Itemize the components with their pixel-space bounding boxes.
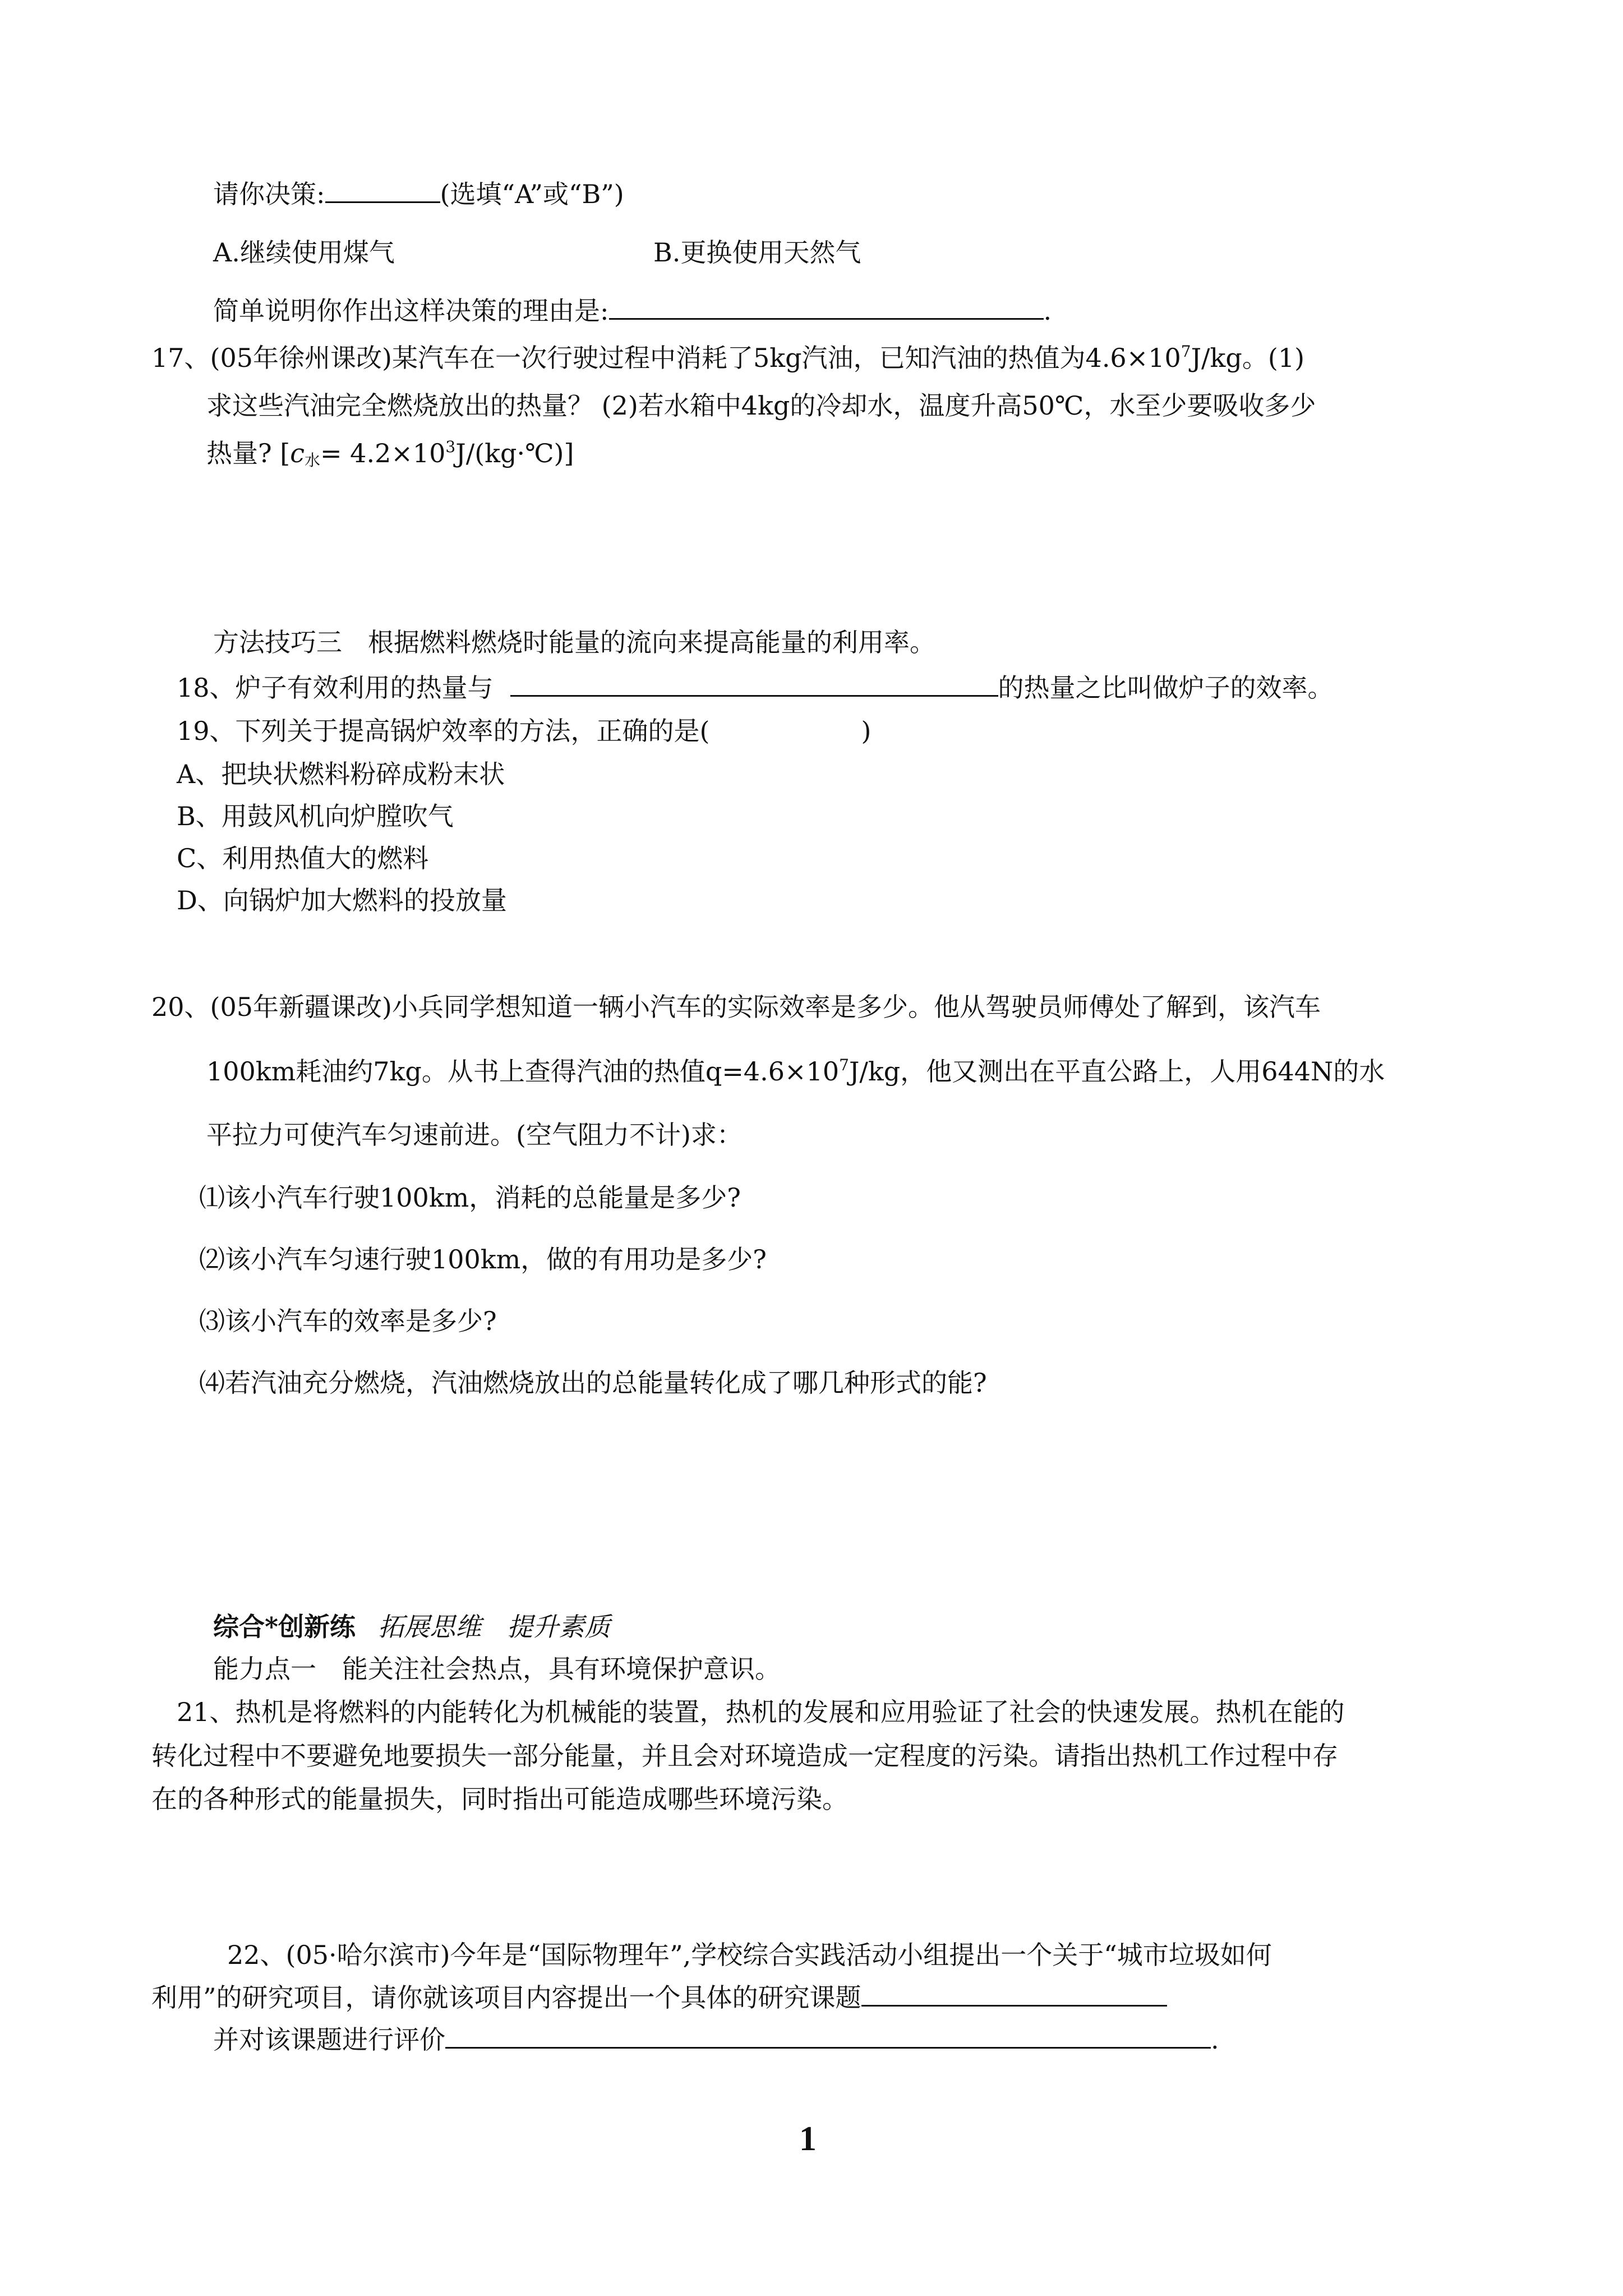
q20-line2: 100km耗油约7kg。从书上查得汽油的热值$q=4.6\times 10^7J/kg$，他又测出在平直公路上，人用644N的水 — [206, 1056, 1385, 1087]
q16-decide-line: 请你决策: (选填“A”或“B”) — [213, 177, 624, 211]
q20-sub-4: ⑷若汽油充分燃烧，汽油燃烧放出的总能量转化成了哪几种形式的能? — [199, 1368, 987, 1398]
q22-line2: 利用”的研究项目，请你就该项目内容提出一个具体的研究课题 — [151, 1980, 1167, 2014]
q20-sub-2: ⑵该小汽车匀速行驶100km，做的有用功是多少? — [199, 1244, 767, 1274]
q20-sub-1: ⑴该小汽车行驶100km，消耗的总能量是多少? — [199, 1182, 741, 1213]
q16-reason-blank[interactable] — [609, 293, 1044, 320]
q21-line2: 转化过程中不要避免地要损失一部分能量，并且会对环境造成一定程度的污染。请指出热机工作过程中存 — [151, 1741, 1338, 1771]
q22-line1: 22、(05·哈尔滨市)今年是“国际物理年”,学校综合实践活动小组提出一个关于“城市垃圾如何 — [227, 1940, 1272, 1970]
q16-option-a: A.继续使用煤气 — [213, 237, 395, 268]
q19-option-d: D、向锅炉加大燃料的投放量 — [177, 885, 507, 915]
q21-line3: 在的各种形式的能量损失，同时指出可能造成哪些环境污染。 — [151, 1784, 848, 1814]
q20-line1: 20、(05年新疆课改)小兵同学想知道一辆小汽车的实际效率是多少。他从驾驶员师傅处了解到，该汽车 — [151, 992, 1321, 1022]
q16-decide-blank[interactable] — [325, 177, 440, 203]
q17-line2: 求这些汽油完全燃烧放出的热量？ (2)若水箱中4kg的冷却水，温度升高50℃，水至少要吸收多少 — [206, 390, 1316, 421]
q19-option-c: C、利用热值大的燃料 — [177, 843, 429, 873]
section-title: 综合*创新练 — [213, 1612, 356, 1642]
q21-line1: 21、热机是将燃料的内能转化为机械能的装置，热机的发展和应用验证了社会的快速发展。热机在能的 — [177, 1697, 1345, 1727]
q20-line3: 平拉力可使汽车匀速前进。(空气阻力不计)求： — [206, 1120, 743, 1150]
method-tip-3: 方法技巧三 根据燃料燃烧时能量的流向来提高能量的利用率。 — [213, 627, 935, 657]
q17-line3: 热量? [$c_水=$ $4.2\times 10^3J/(kg\cdot℃)$] — [206, 438, 574, 470]
q16-reason-line: 简单说明你作出这样决策的理由是: . — [213, 293, 1052, 328]
q19-stem: 19、下列关于提高锅炉效率的方法，正确的是( ) — [177, 716, 872, 746]
ability-point-1: 能力点一 能关注社会热点，具有环境保护意识。 — [213, 1654, 781, 1684]
q19-option-b: B、用鼓风机向炉膛吹气 — [177, 801, 454, 831]
q19-option-a: A、把块状燃料粉碎成粉末状 — [177, 759, 505, 789]
section-subtitle: 拓展思维 提升素质 — [378, 1612, 611, 1642]
q16-option-b: B.更换使用天然气 — [653, 237, 861, 268]
page-number: 1 — [799, 2120, 817, 2158]
q18-blank[interactable] — [510, 670, 998, 697]
q17-line1: 17、(05年徐州课改)某汽车在一次行驶过程中消耗了5kg汽油，已知汽油的热值为$4.6\times 10^7J/kg$。(1) — [151, 342, 1305, 373]
q22-line3: 并对该课题进行评价 . — [213, 2022, 1219, 2056]
q18-line: 18、炉子有效利用的热量与 的热量之比叫做炉子的效率。 — [177, 670, 1334, 705]
q22-evaluation-blank[interactable] — [445, 2022, 1211, 2049]
q22-topic-blank[interactable] — [861, 1980, 1167, 2007]
section-heading — [213, 1610, 610, 1644]
q20-sub-3: ⑶该小汽车的效率是多少? — [199, 1306, 497, 1336]
